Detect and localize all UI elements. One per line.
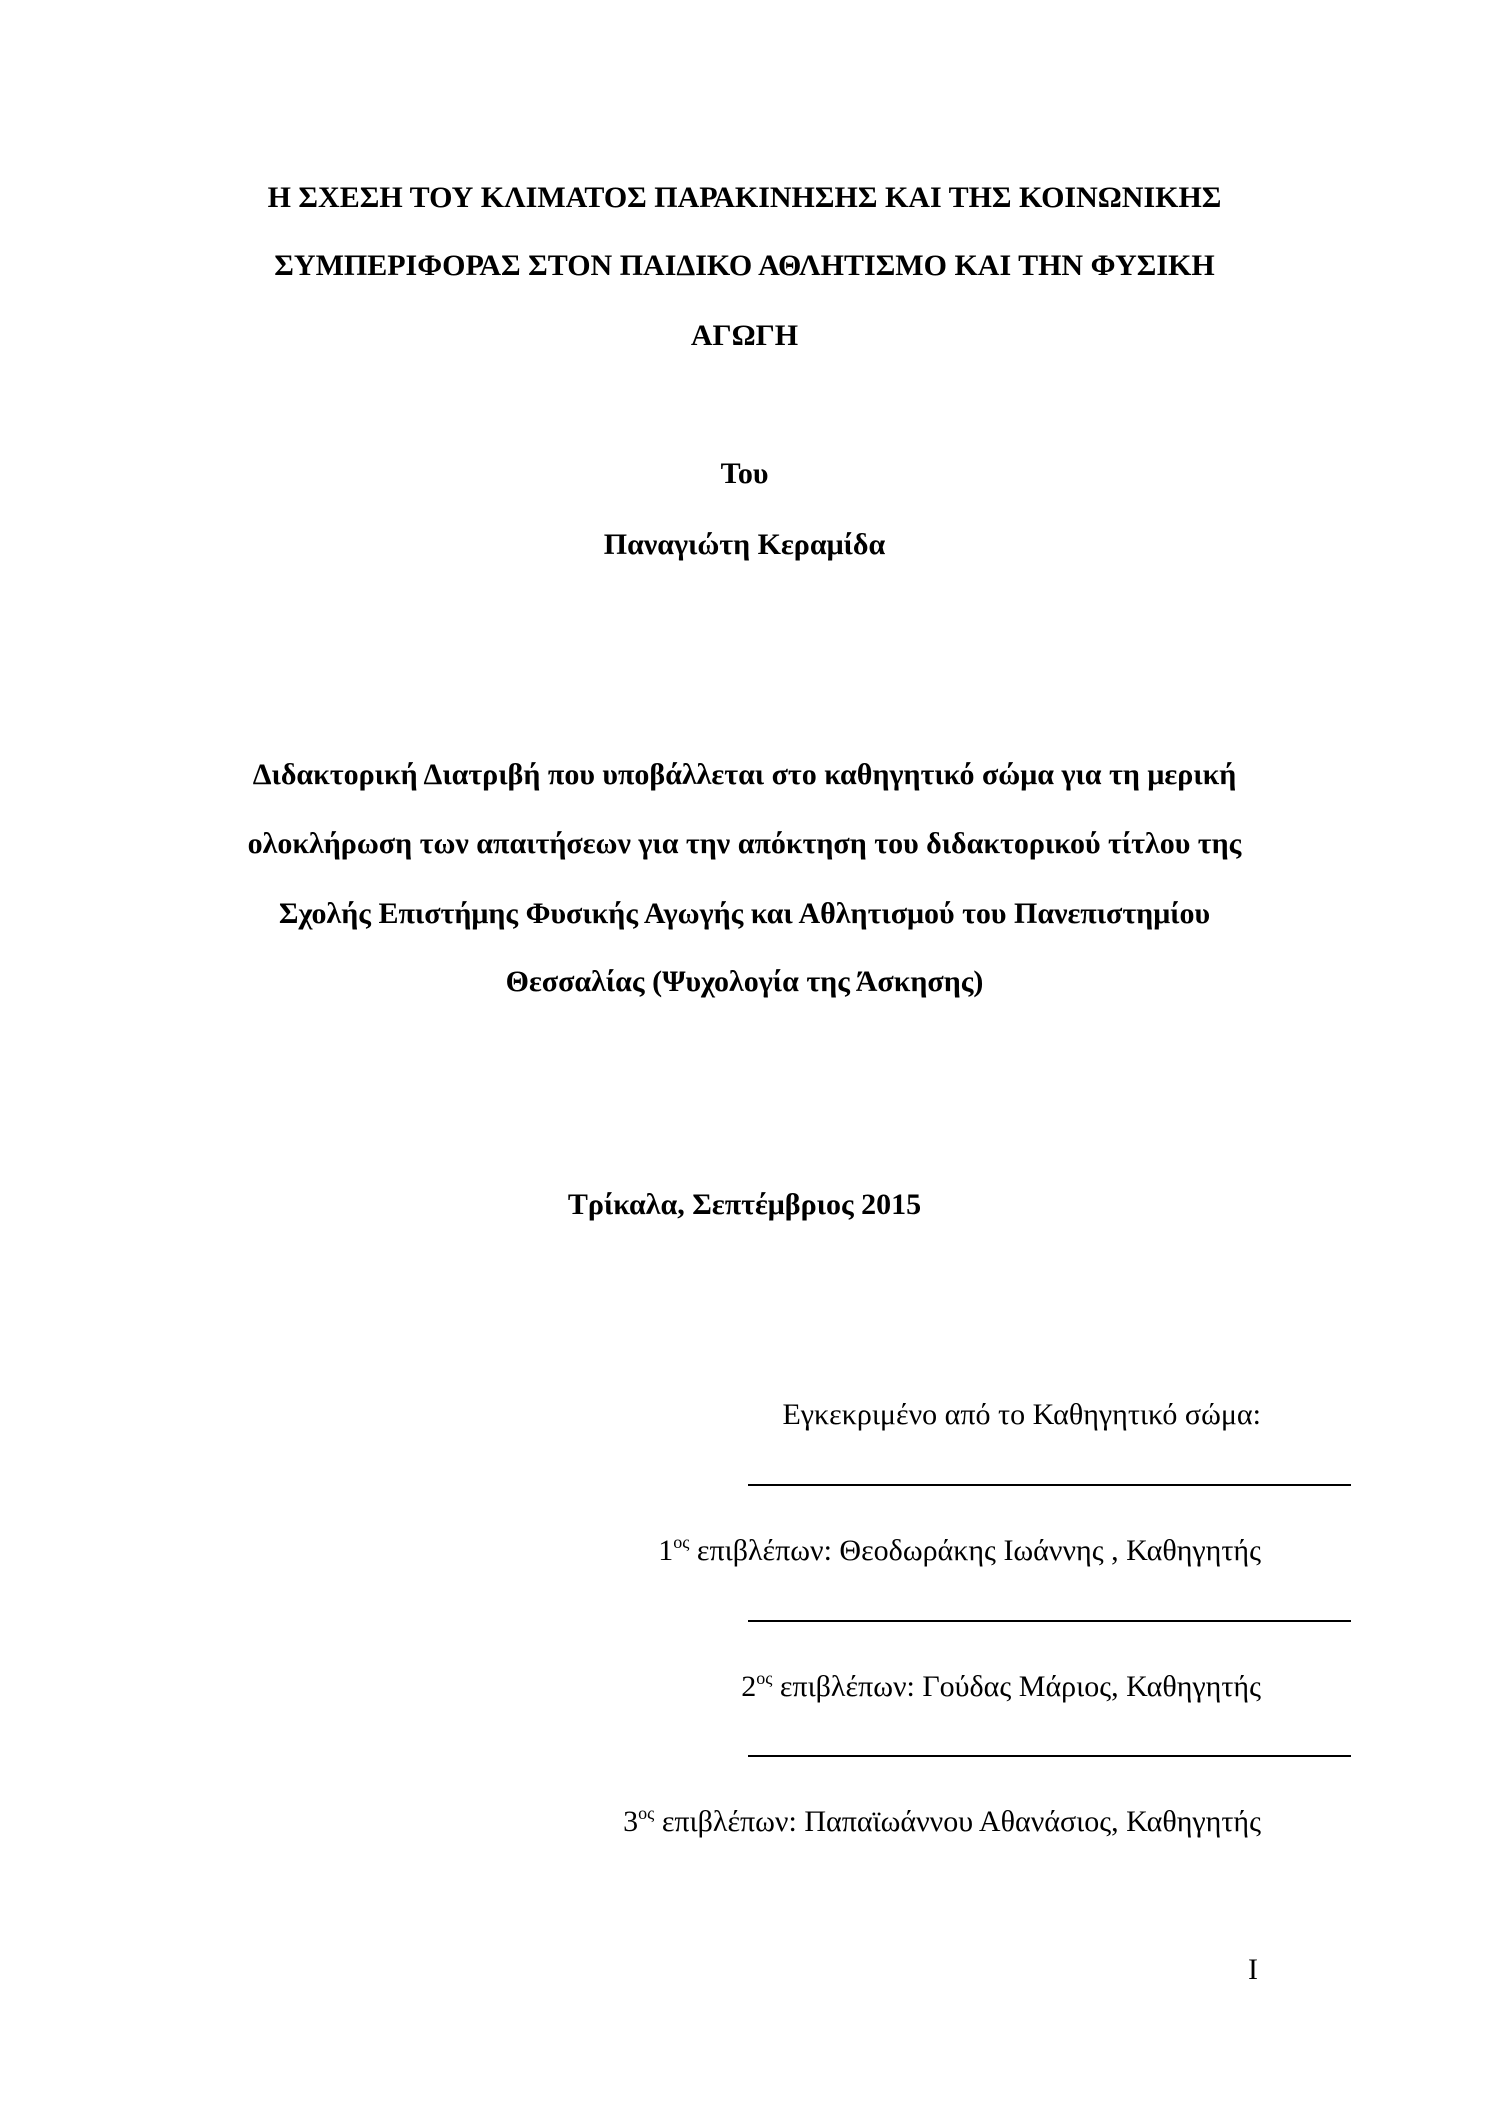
signature-line-2 [748, 1620, 1351, 1622]
description-line-2: ολοκλήρωση των απαιτήσεων για την απόκτηση του διδακτορικού τίτλου της [247, 827, 1242, 860]
supervisor-3-text: επιβλέπων: Παπαϊωάννου Αθανάσιος, Καθηγητής [654, 1805, 1261, 1838]
page-number: I [1248, 1953, 1258, 1986]
supervisor-3-number: 3 [623, 1805, 639, 1838]
title-line-1: Η ΣΧΕΣΗ ΤΟΥ ΚΛΙΜΑΤΟΣ ΠΑΡΑΚΙΝΗΣΗΣ ΚΑΙ ΤΗΣ ΚΟΙΝΩΝΙΚΗΣ [267, 181, 1222, 214]
description-line-1: Διδακτορική Διατριβή που υποβάλλεται στο καθηγητικό σώμα για τη μερική [252, 758, 1237, 791]
place-date: Τρίκαλα, Σεπτέμβριος 2015 [567, 1188, 922, 1221]
supervisor-2-number: 2 [741, 1670, 757, 1703]
description-line-4: Θεσσαλίας (Ψυχολογία της Άσκησης) [505, 965, 984, 998]
title-line-2: ΣΥΜΠΕΡΙΦΟΡΑΣ ΣΤΟΝ ΠΑΙΔΙΚΟ ΑΘΛΗΤΙΣΜΟ ΚΑΙ ΤΗΝ ΦΥΣΙΚΗ [274, 249, 1215, 282]
supervisor-1 [658, 1533, 1261, 1569]
supervisor-1-text: επιβλέπων: Θεοδωράκης Ιωάννης , Καθηγητής [689, 1534, 1261, 1567]
signature-line-3 [748, 1755, 1351, 1757]
supervisor-1-number: 1 [658, 1534, 674, 1567]
signature-line-1 [748, 1484, 1351, 1486]
approval-heading: Εγκεκριμένο από το Καθηγητικό σώμα: [782, 1398, 1261, 1431]
supervisor-2 [741, 1669, 1261, 1705]
description-line-3: Σχολής Επιστήμης Φυσικής Αγωγής και Αθλητισμού του Πανεπιστημίου [278, 897, 1211, 930]
supervisor-1-suffix: ος [673, 1532, 690, 1552]
title-line-3: ΑΓΩΓΗ [690, 319, 799, 352]
supervisor-3-suffix: ος [638, 1803, 655, 1823]
author-name: Παναγιώτη Κεραμίδα [603, 528, 886, 561]
supervisor-3 [623, 1804, 1261, 1840]
author-by: Του [720, 457, 769, 490]
supervisor-2-text: επιβλέπων: Γούδας Μάριος, Καθηγητής [772, 1670, 1261, 1703]
supervisor-2-suffix: ος [756, 1668, 773, 1688]
